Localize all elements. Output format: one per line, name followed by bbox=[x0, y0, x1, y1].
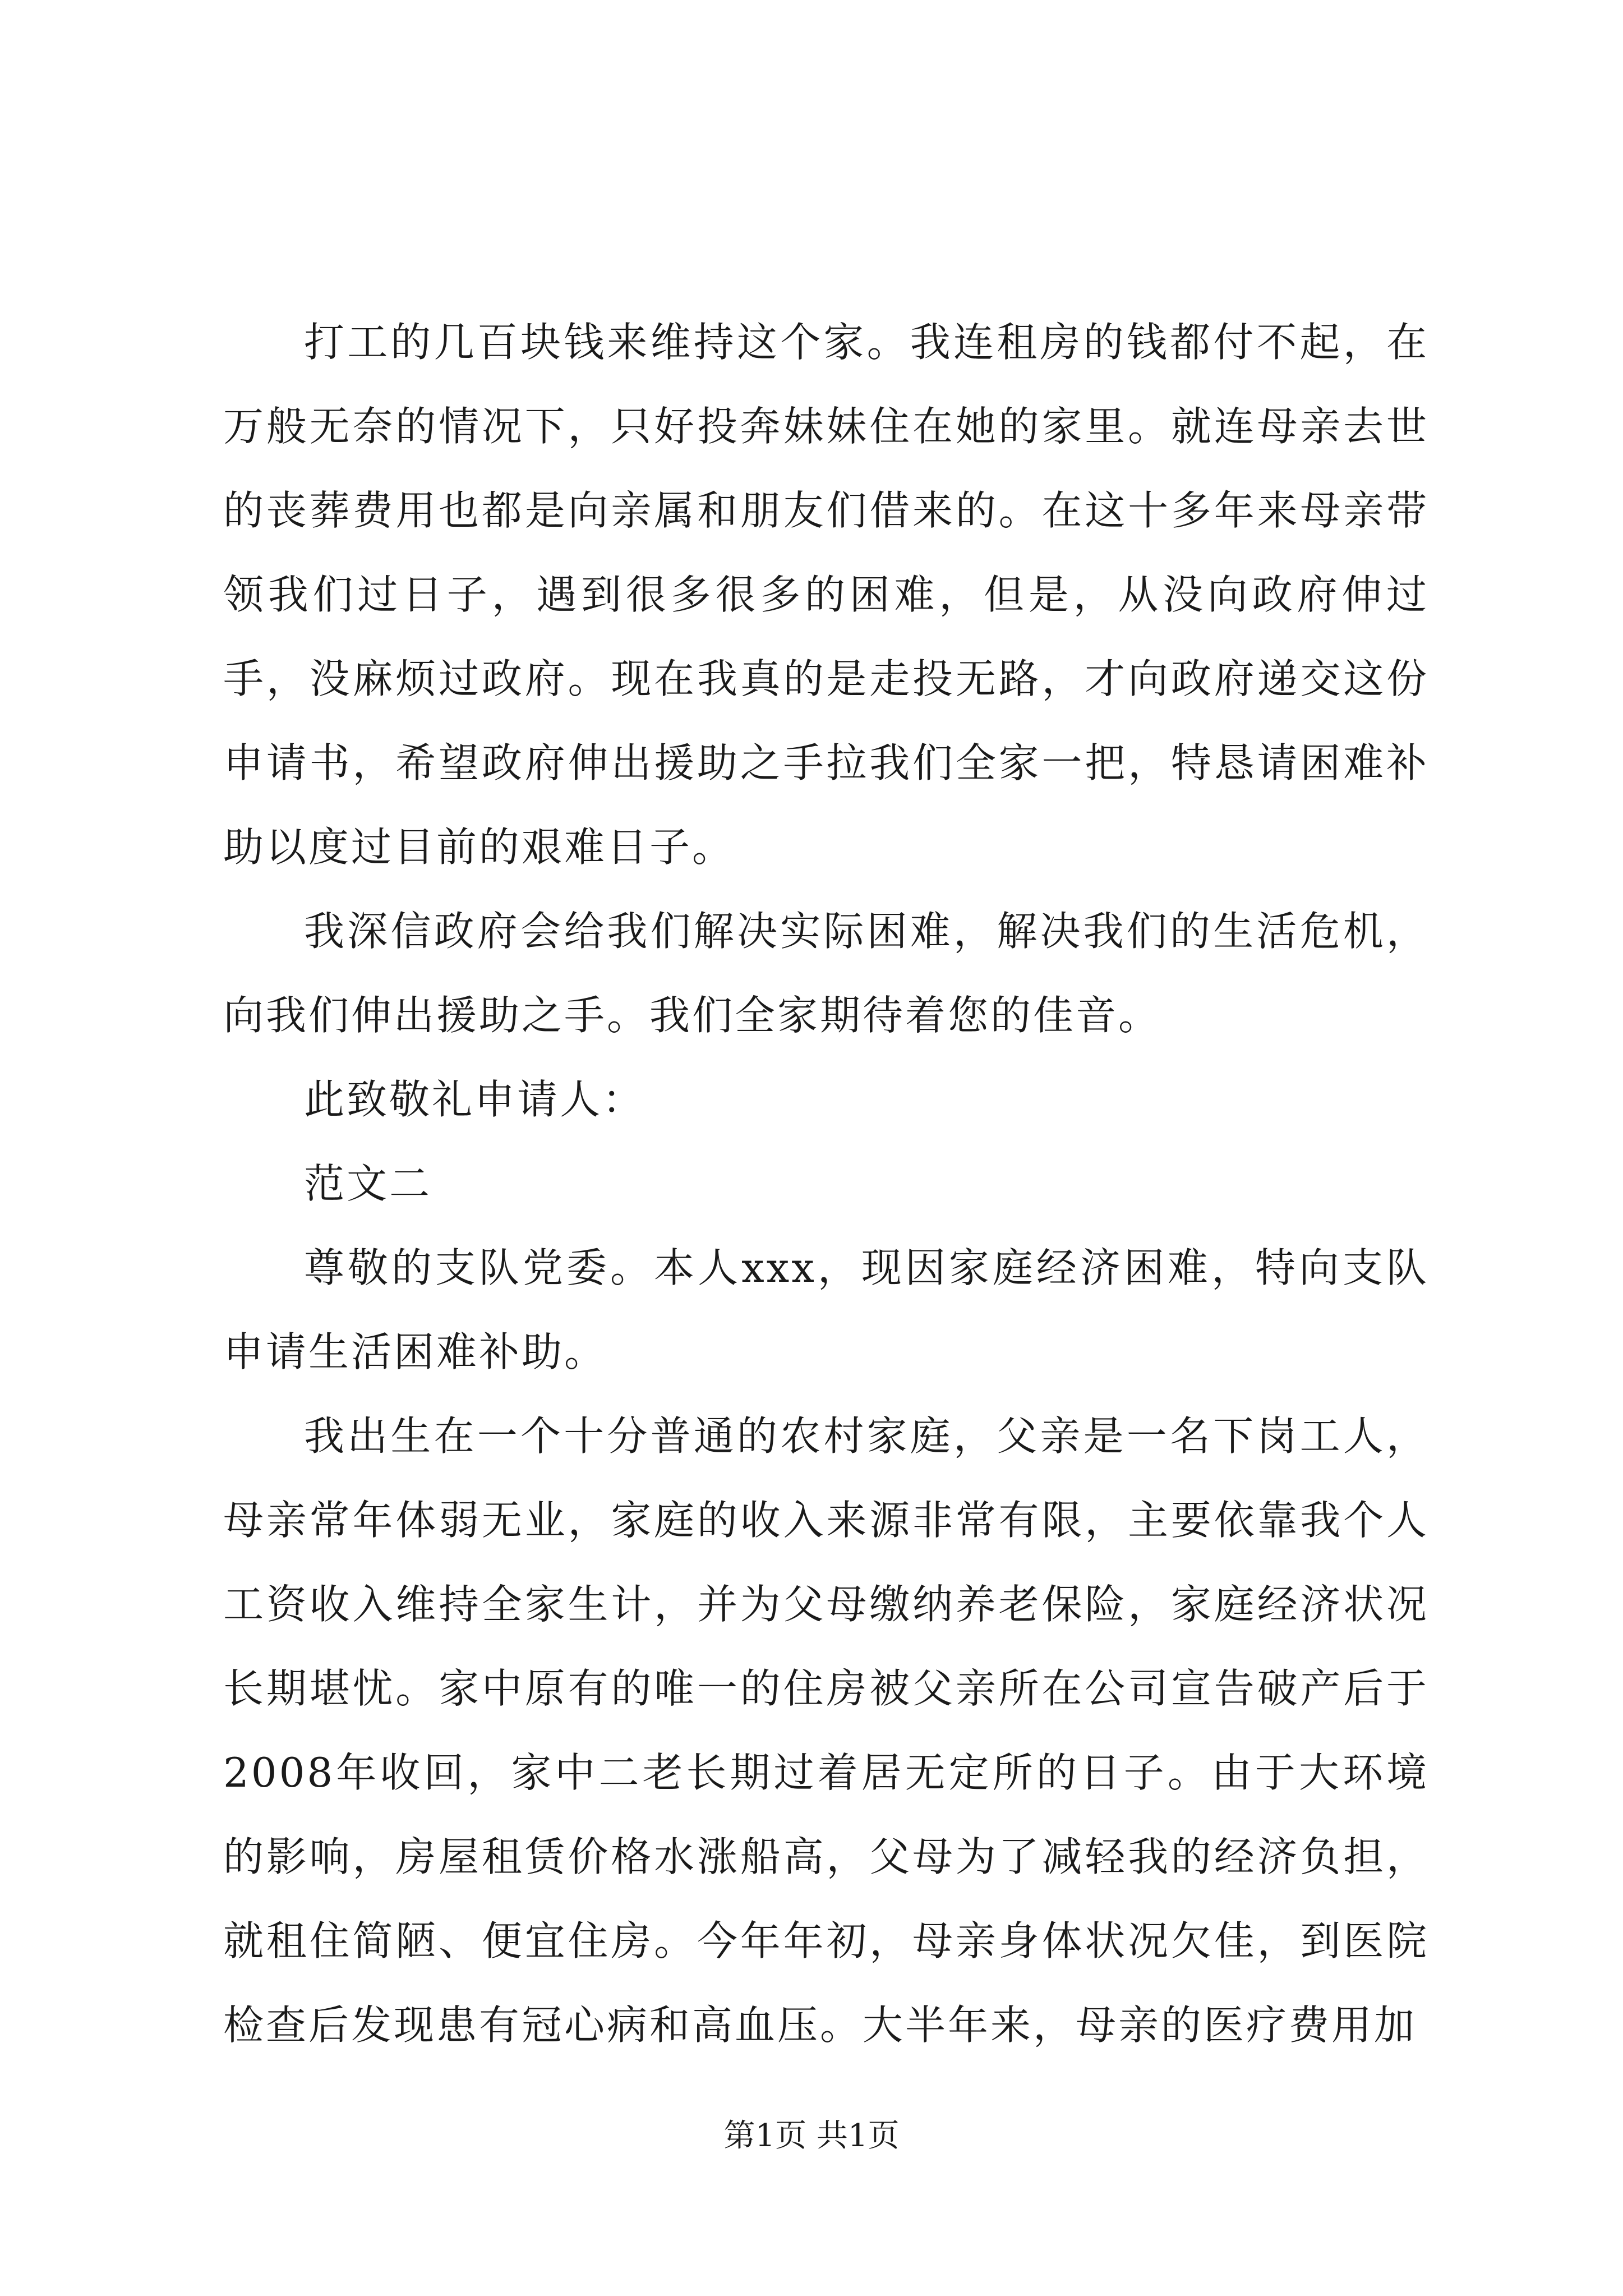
closing-salutation: 此致敬礼申请人： bbox=[304, 1076, 645, 1123]
paragraph-4: 我出生在一个十分普通的农村家庭，父亲是一名下岗工人，母亲常年体弱无业，家庭的收入来源非常有限，主要依靠我个人工资收入维持全家生计，并为父母缴纳养老保险，家庭经济状况长期堪忧。家中原有的唯一的住房被父亲所在公司宣告破产后于2008年收回，家中二老长期过着居无定所的日子。由于大环境的影响，房屋租赁价格水涨船高，父母为了减轻我的经济负担，就租住简陋、便宜住房。今年年初，母亲身体状况欠佳，到医院检查后发现患有冠心病和高血压。大半年来，母亲的医疗费用加 bbox=[223, 1412, 1429, 2049]
section-heading: 范文二 bbox=[304, 1160, 432, 1207]
paragraph-2: 我深信政府会给我们解决实际困难，解决我们的生活危机，向我们伸出援助之手。我们全家期待着您的佳音。 bbox=[223, 908, 1429, 1039]
paragraph-3: 尊敬的支队党委。本人xxx，现因家庭经济困难，特向支队申请生活困难补助。 bbox=[223, 1244, 1429, 1375]
paragraph-1: 打工的几百块钱来维持这个家。我连租房的钱都付不起，在万般无奈的情况下，只好投奔妹妹住在她的家里。就连母亲去世的丧葬费用也都是向亲属和朋友们借来的。在这十多年来母亲带领我们过日子，遇到很多很多的困难，但是，从没向政府伸过手，没麻烦过政府。现在我真的是走投无路，才向政府递交这份申请书，希望政府伸出援助之手拉我们全家一把，特恳请困难补助以度过目前的艰难日子。 bbox=[223, 319, 1429, 871]
page-footer: 第1页 共1页 bbox=[723, 2118, 900, 2154]
document-body bbox=[223, 300, 1429, 2067]
